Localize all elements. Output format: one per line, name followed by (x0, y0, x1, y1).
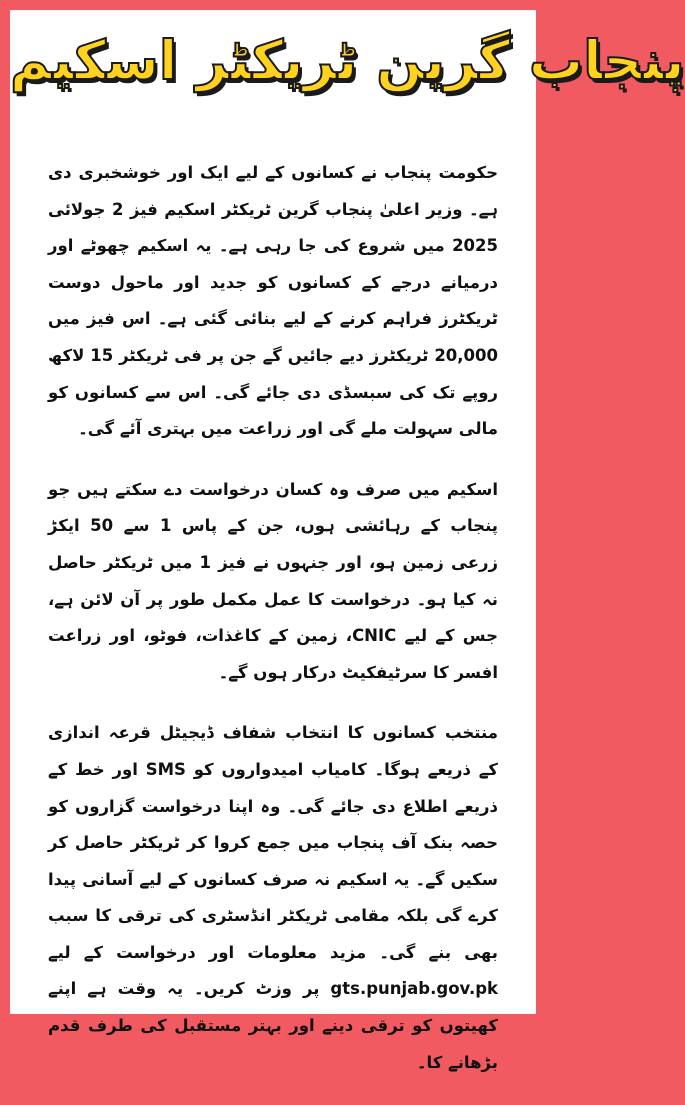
paragraph-selection: منتخب کسانوں کا انتخاب شفاف ڈیجیٹل قرعہ اندازی کے ذریعے ہوگا۔ کامیاب امیدواروں کو SMS اور خط کے ذریعے اطلاع دی جائے گی۔ وہ اپنا درخواست گزاروں کو حصہ بنک آف پنجاب میں جمع کروا کر ٹریکٹر حاصل کر سکیں گے۔ یہ اسکیم نہ صرف کسانوں کے لیے آسانی پیدا کرے گی بلکہ مقامی ٹریکٹر انڈسٹری کی ترقی کا سبب بھی بنے گی۔ مزید معلومات اور درخواست کے لیے gts.punjab.gov.pk پر وزٹ کریں۔ یہ وقت ہے اپنے کھیتوں کو ترقی دینے اور بہتر مستقبل کی طرف قدم بڑھانے کا۔ (48, 723, 498, 1072)
article-body (48, 155, 498, 1105)
title-banner (10, 18, 685, 104)
article-card (10, 10, 685, 1072)
paragraph-intro: حکومت پنجاب نے کسانوں کے لیے ایک اور خوشخبری دی ہے۔ وزیر اعلیٰ پنجاب گرین ٹریکٹر اسکیم فیز 2 جولائی 2025 میں شروع کی جا رہی ہے۔ یہ اسکیم چھوٹے اور درمیانے درجے کے کسانوں کو جدید اور ماحول دوست ٹریکٹرز فراہم کرنے کے لیے بنائی گئی ہے۔ اس فیز میں 20,000 ٹریکٹرز دیے جائیں گے جن پر فی ٹریکٹر 15 لاکھ روپے تک کی سبسڈی دی جائے گی۔ اس سے کسانوں کو مالی سہولت ملے گی اور زراعت میں بہتری آئے گی۔ (48, 163, 498, 439)
page-title: پنجاب گرین ٹریکٹر اسکیم (10, 29, 685, 92)
paragraph-eligibility: اسکیم میں صرف وہ کسان درخواست دے سکتے ہیں جو پنجاب کے رہائشی ہوں، جن کے پاس 1 سے 50 ایکڑ زرعی زمین ہو، اور جنہوں نے فیز 1 میں ٹریکٹر حاصل نہ کیا ہو۔ درخواست کا عمل مکمل طور پر آن لائن ہے، جس کے لیے CNIC، زمین کے کاغذات، فوٹو، اور زراعت افسر کا سرٹیفکیٹ درکار ہوں گے۔ (48, 479, 498, 682)
